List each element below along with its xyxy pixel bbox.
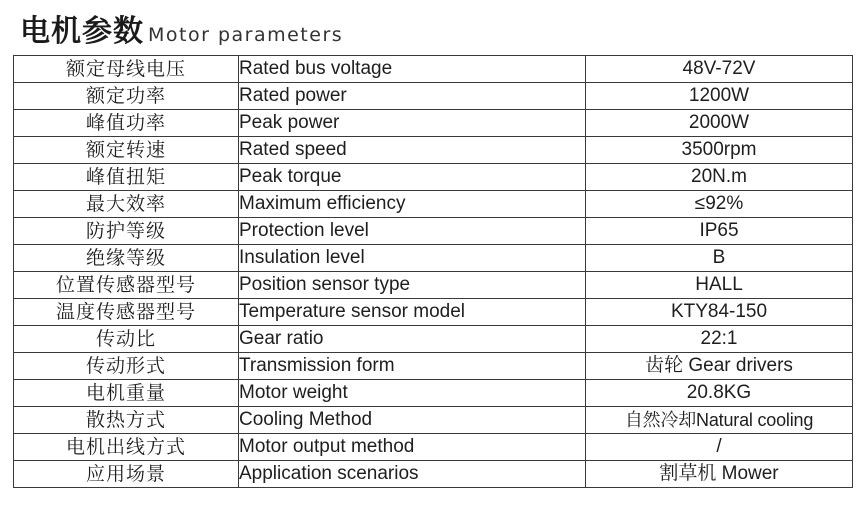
- table-row: [14, 218, 853, 245]
- param-name-cn: 额定母线电压: [14, 56, 239, 83]
- param-name-en: Gear ratio: [239, 326, 586, 353]
- param-value: 48V-72V: [586, 56, 853, 83]
- param-name-en: Maximum efficiency: [239, 191, 586, 218]
- param-name-en: Peak power: [239, 110, 586, 137]
- param-name-cn: 峰值扭矩: [14, 164, 239, 191]
- param-name-cn: 温度传感器型号: [14, 299, 239, 326]
- title-english: Motor parameters: [148, 24, 344, 46]
- param-value: 2000W: [586, 110, 853, 137]
- table-row: [14, 353, 853, 380]
- parameters-table: [13, 55, 853, 488]
- param-value: ≤92%: [586, 191, 853, 218]
- table-row: [14, 326, 853, 353]
- param-name-cn: 最大效率: [14, 191, 239, 218]
- param-value: 20N.m: [586, 164, 853, 191]
- param-value: 1200W: [586, 83, 853, 110]
- param-name-en: Temperature sensor model: [239, 299, 586, 326]
- param-value: KTY84-150: [586, 299, 853, 326]
- param-name-en: Application scenarios: [239, 461, 586, 488]
- table-row: [14, 83, 853, 110]
- param-value: IP65: [586, 218, 853, 245]
- table-row: [14, 164, 853, 191]
- param-name-cn: 应用场景: [14, 461, 239, 488]
- param-name-en: Rated bus voltage: [239, 56, 586, 83]
- table-row: [14, 407, 853, 434]
- param-name-cn: 防护等级: [14, 218, 239, 245]
- param-value: 3500rpm: [586, 137, 853, 164]
- param-value: 自然冷却Natural cooling: [586, 407, 853, 434]
- param-name-cn: 额定功率: [14, 83, 239, 110]
- table-row: [14, 461, 853, 488]
- param-name-en: Insulation level: [239, 245, 586, 272]
- param-value: 20.8KG: [586, 380, 853, 407]
- param-name-en: Cooling Method: [239, 407, 586, 434]
- table-row: [14, 56, 853, 83]
- param-name-en: Transmission form: [239, 353, 586, 380]
- param-name-en: Motor weight: [239, 380, 586, 407]
- title-chinese: 电机参数: [20, 14, 144, 49]
- parameters-table-body: [14, 56, 853, 488]
- param-name-en: Position sensor type: [239, 272, 586, 299]
- param-value: HALL: [586, 272, 853, 299]
- param-value: B: [586, 245, 853, 272]
- param-name-en: Rated speed: [239, 137, 586, 164]
- param-value: /: [586, 434, 853, 461]
- table-row: [14, 380, 853, 407]
- param-name-en: Motor output method: [239, 434, 586, 461]
- param-name-cn: 传动比: [14, 326, 239, 353]
- param-name-cn: 散热方式: [14, 407, 239, 434]
- param-name-cn: 绝缘等级: [14, 245, 239, 272]
- param-name-cn: 额定转速: [14, 137, 239, 164]
- table-row: [14, 272, 853, 299]
- param-name-en: Rated power: [239, 83, 586, 110]
- param-name-en: Protection level: [239, 218, 586, 245]
- param-name-en: Peak torque: [239, 164, 586, 191]
- table-row: [14, 245, 853, 272]
- param-name-cn: 电机重量: [14, 380, 239, 407]
- table-row: [14, 137, 853, 164]
- page-title: [20, 6, 343, 50]
- table-row: [14, 191, 853, 218]
- param-name-cn: 电机出线方式: [14, 434, 239, 461]
- param-name-cn: 位置传感器型号: [14, 272, 239, 299]
- table-row: [14, 110, 853, 137]
- table-row: [14, 299, 853, 326]
- param-value: 22:1: [586, 326, 853, 353]
- param-value: 割草机 Mower: [586, 461, 853, 488]
- param-value: 齿轮 Gear drivers: [586, 353, 853, 380]
- param-name-cn: 传动形式: [14, 353, 239, 380]
- param-name-cn: 峰值功率: [14, 110, 239, 137]
- table-row: [14, 434, 853, 461]
